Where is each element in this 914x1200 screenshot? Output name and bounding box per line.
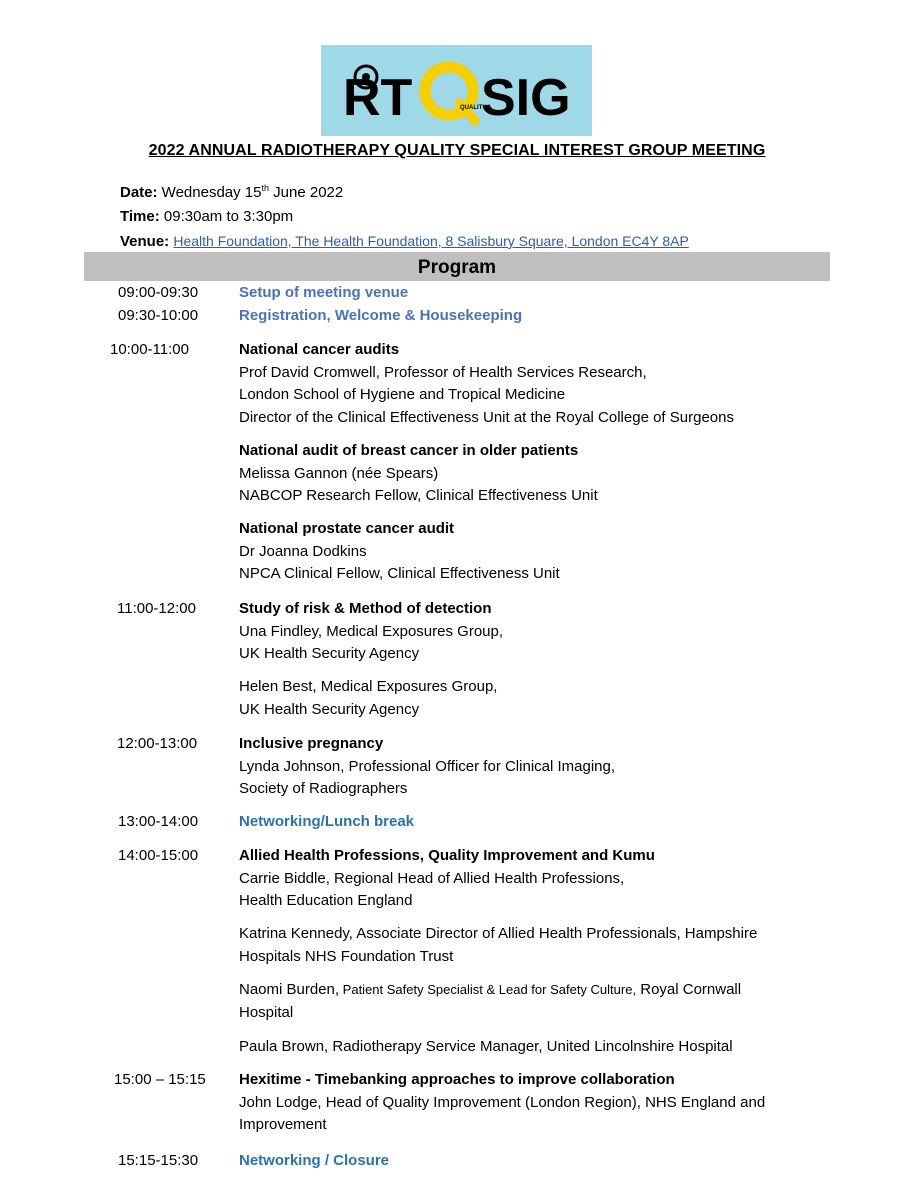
- row-time: 15:00 – 15:15: [114, 1071, 206, 1088]
- logo-graphic: [321, 45, 592, 136]
- row-title: Networking/Lunch break: [239, 813, 415, 830]
- row-line: Hospitals NHS Foundation Trust: [239, 947, 454, 965]
- meeting-meta: [120, 176, 689, 254]
- speaker-name: Naomi Burden,: [239, 981, 340, 998]
- row-title: Allied Health Professions, Quality Improvement and Kumu: [239, 847, 655, 864]
- row-title: Inclusive pregnancy: [239, 735, 384, 752]
- row-line: John Lodge, Head of Quality Improvement (London Region), NHS England and: [239, 1093, 766, 1111]
- logo-text-sig: SIG: [481, 69, 571, 127]
- row-line: Melissa Gannon (née Spears): [239, 464, 439, 482]
- row-line: Hospital: [239, 1003, 294, 1021]
- time-label: Time:: [120, 208, 160, 225]
- row-title: Hexitime - Timebanking approaches to improve collaboration: [239, 1071, 675, 1088]
- row-line: Paula Brown, Radiotherapy Service Manager, United Lincolnshire Hospital: [239, 1038, 733, 1055]
- logo-quality-text: QUALITY: [460, 105, 487, 111]
- row-line: Katrina Kennedy, Associate Director of Allied Health Professionals, Hampshire: [239, 925, 758, 942]
- row-time: 13:00-14:00: [118, 813, 199, 830]
- row-line: Society of Radiographers: [239, 780, 408, 797]
- row-line: [239, 979, 839, 1002]
- date-value: Wednesday 15: [157, 184, 262, 201]
- row-time: 11:00-12:00: [117, 600, 196, 617]
- row-line: Improvement: [239, 1116, 327, 1133]
- row-title: Study of risk & Method of detection: [239, 600, 492, 617]
- date-label: Date:: [120, 184, 158, 201]
- row-time: 15:15-15:30: [118, 1152, 199, 1169]
- logo-text-rt: RT: [343, 69, 413, 127]
- row-line: Helen Best, Medical Exposures Group,: [239, 678, 498, 695]
- row-title: Setup of meeting venue: [239, 284, 409, 301]
- program-heading: Program: [84, 252, 830, 281]
- venue-line: [120, 229, 689, 254]
- speaker-org: Royal Cornwall: [636, 981, 742, 998]
- row-time: 12:00-13:00: [117, 735, 198, 752]
- date-sup: th: [261, 183, 269, 193]
- row-line: UK Health Security Agency: [239, 700, 420, 718]
- date-month: June 2022: [269, 184, 344, 201]
- row-time: 09:00-09:30: [118, 284, 199, 301]
- row-line: Health Education England: [239, 892, 413, 909]
- row-line: Carrie Biddle, Regional Head of Allied Health Professions,: [239, 869, 625, 887]
- rtqsig-logo: [321, 45, 592, 136]
- row-line: UK Health Security Agency: [239, 645, 420, 662]
- document-title: 2022 ANNUAL RADIOTHERAPY QUALITY SPECIAL INTEREST GROUP MEETING: [148, 142, 766, 159]
- time-line: [120, 205, 689, 229]
- row-title: Registration, Welcome & Housekeeping: [239, 307, 523, 324]
- row-title: National cancer audits: [239, 341, 400, 358]
- row-time: 10:00-11:00: [110, 341, 189, 358]
- time-value: 09:30am to 3:30pm: [159, 208, 294, 225]
- row-line: Una Findley, Medical Exposures Group,: [239, 622, 504, 640]
- speaker-role: Patient Safety Specialist & Lead for Safety Culture,: [339, 982, 637, 997]
- row-line: London School of Hygiene and Tropical Medicine: [239, 386, 566, 403]
- row-line: NPCA Clinical Fellow, Clinical Effectiveness Unit: [239, 565, 560, 582]
- venue-label: Venue:: [120, 233, 170, 250]
- row-line: Prof David Cromwell, Professor of Health Services Research,: [239, 363, 647, 381]
- row-line: NABCOP Research Fellow, Clinical Effectiveness Unit: [239, 487, 598, 504]
- row-line: Director of the Clinical Effectiveness Unit at the Royal College of Surgeons: [239, 408, 734, 426]
- row-title: National audit of breast cancer in older patients: [239, 442, 579, 459]
- row-time: 09:30-10:00: [118, 307, 199, 324]
- venue-link[interactable]: Health Foundation, The Health Foundation, 8 Salisbury Square, London EC4Y 8AP: [173, 233, 689, 249]
- row-line: Dr Joanna Dodkins: [239, 542, 367, 560]
- row-title: National prostate cancer audit: [239, 520, 455, 537]
- row-title: Networking / Closure: [239, 1152, 390, 1169]
- row-time: 14:00-15:00: [118, 847, 199, 864]
- row-line: Lynda Johnson, Professional Officer for Clinical Imaging,: [239, 757, 616, 775]
- date-line: [120, 176, 689, 205]
